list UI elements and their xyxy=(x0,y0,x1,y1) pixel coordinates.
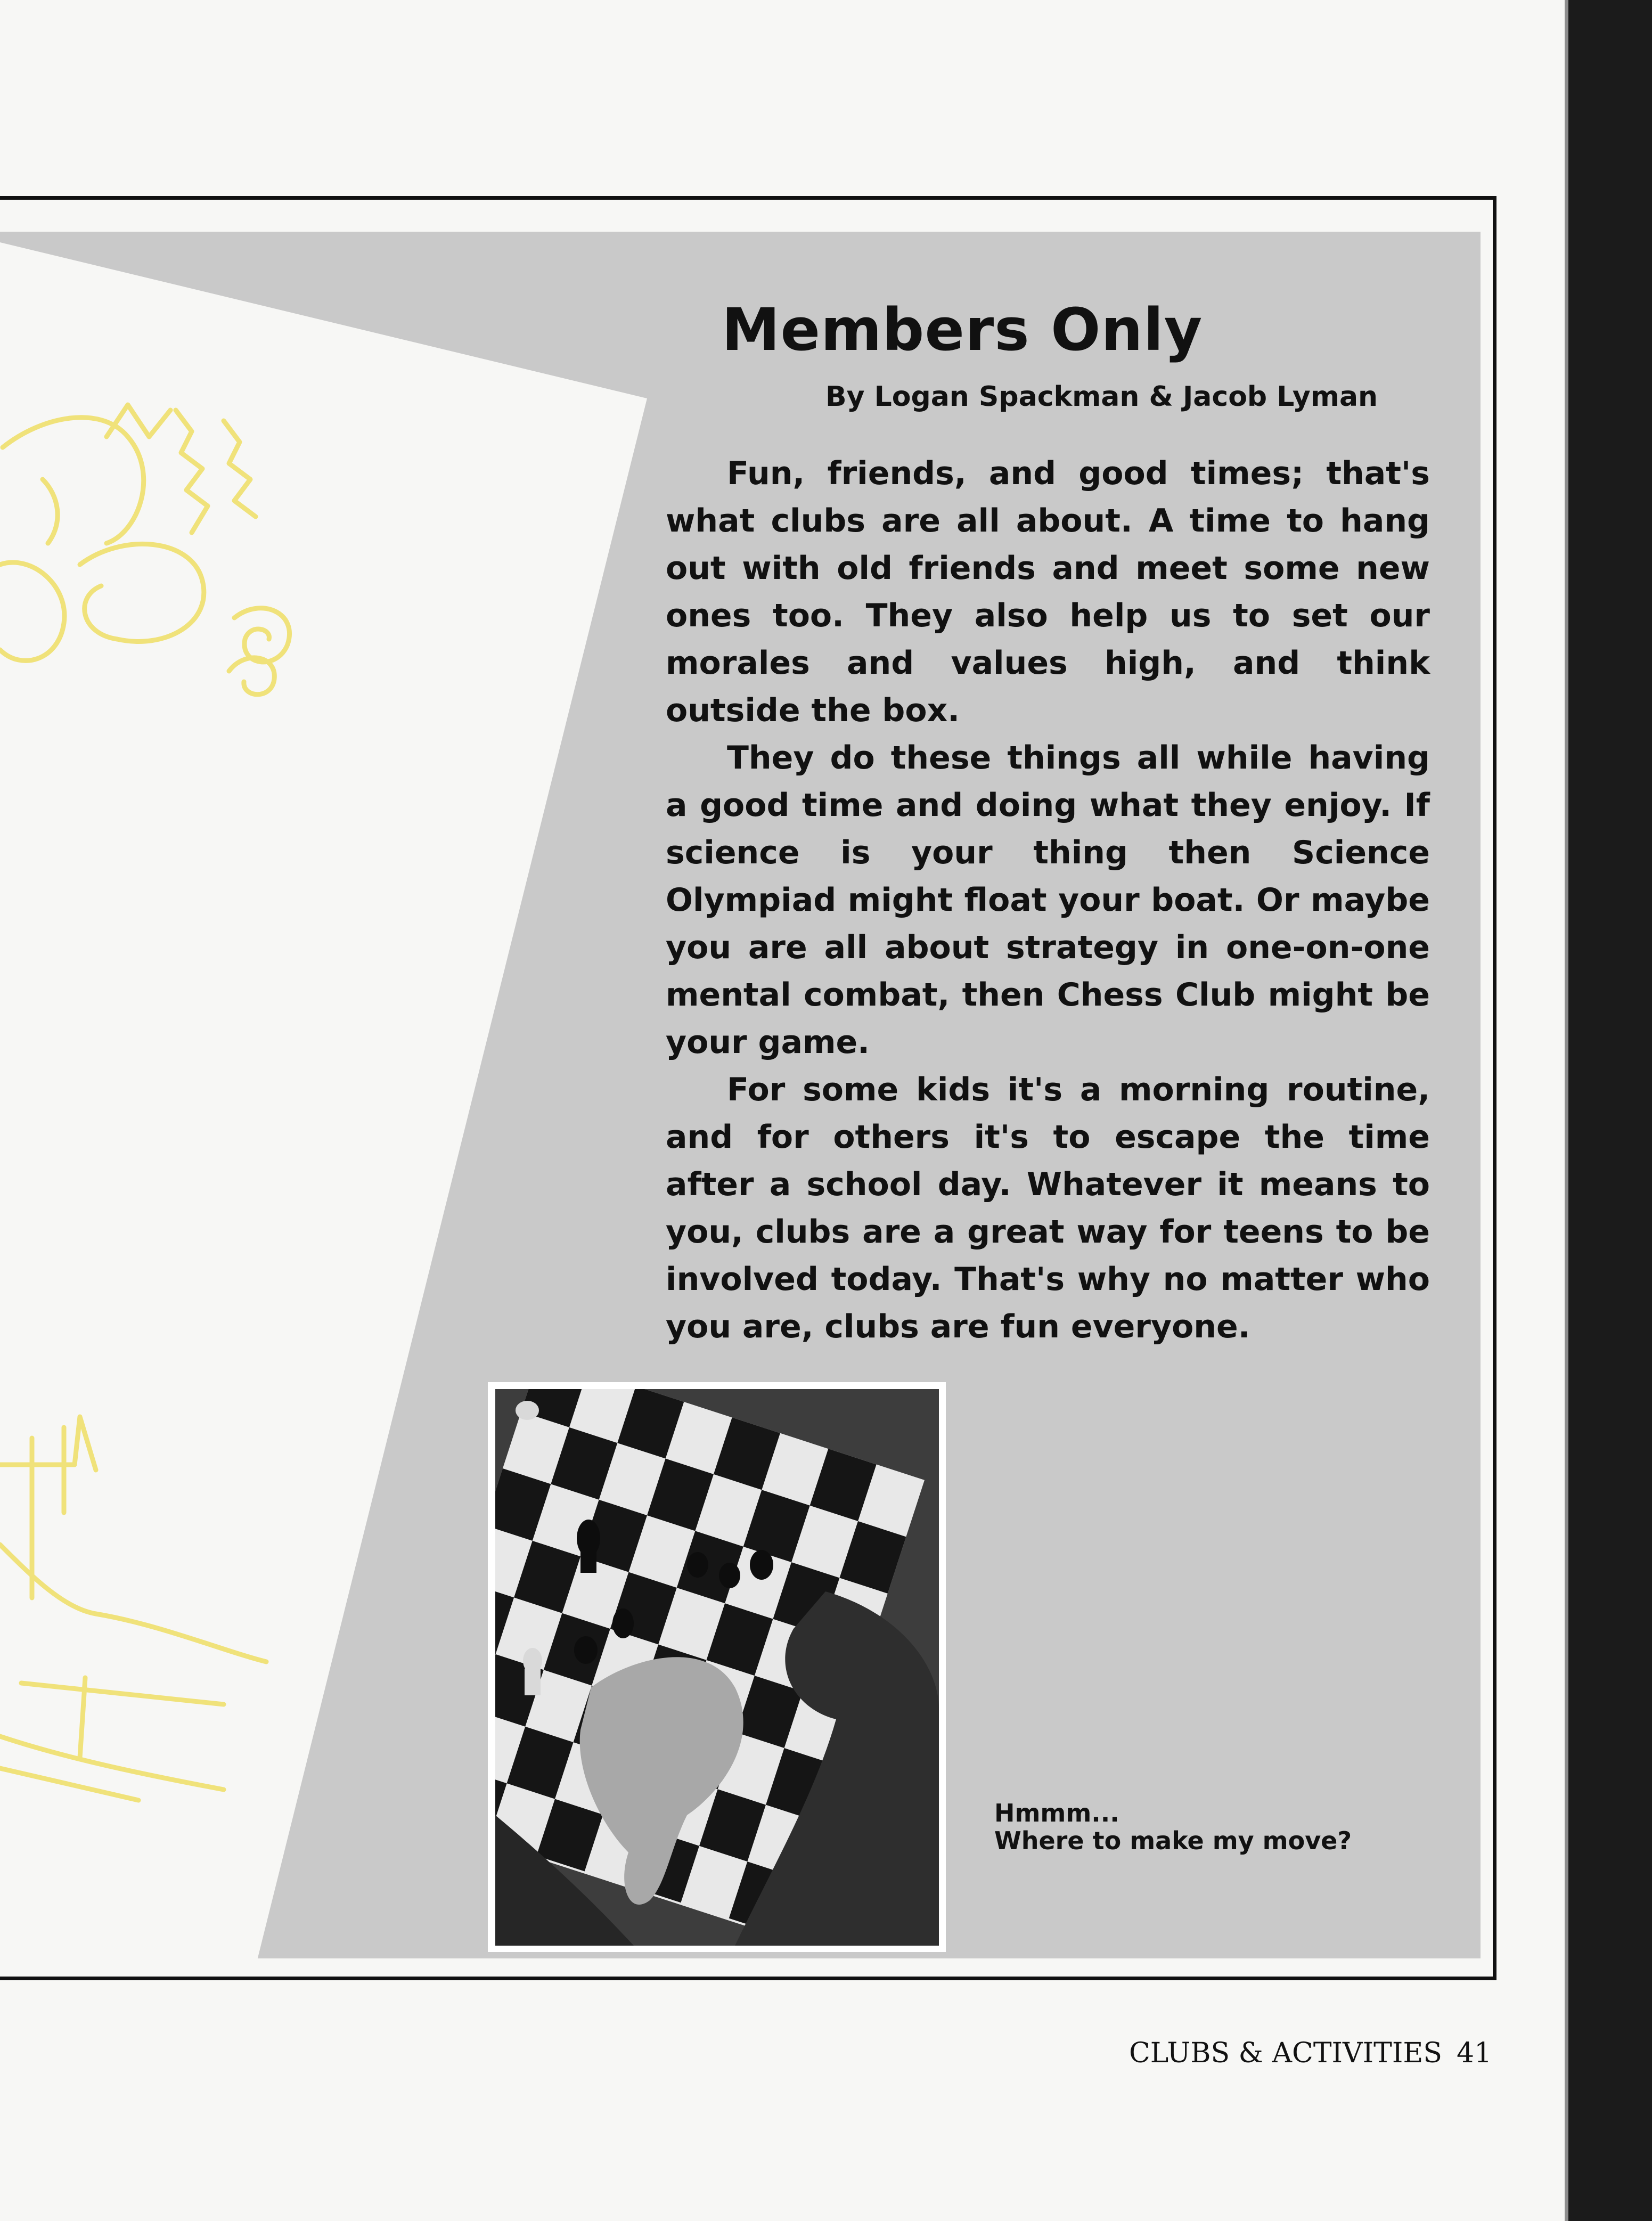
chessboard-image xyxy=(495,1389,939,1946)
yellow-doodle-art xyxy=(0,373,341,1811)
article-body xyxy=(666,450,1430,1351)
photo-caption xyxy=(994,1799,1420,1855)
article-byline: By Logan Spackman & Jacob Lyman xyxy=(825,381,1378,413)
caption-line-2: Where to make my move? xyxy=(994,1826,1352,1855)
footer-section-label: CLUBS & ACTIVITIES xyxy=(1129,2037,1442,2069)
frame-right-line xyxy=(1493,196,1496,1980)
caption-line-1: Hmmm... xyxy=(994,1799,1119,1827)
frame-bottom-line xyxy=(0,1977,1496,1980)
footer-page-number: 41 xyxy=(1457,2037,1492,2069)
article-paragraph: Fun, friends, and good times; that's what clubs are all about. A time to hang out with old friends and meet some new ones too. They also help us to set our morales and values high, and think outside the box. xyxy=(666,455,1430,729)
article-paragraph: They do these things all while having a good time and doing what they enjoy. If science is your thing then Science Olympiad might float your boat. Or maybe you are all about strategy in one-on-one mental combat, then Chess Club might be your game. xyxy=(666,739,1430,1061)
frame-top-line xyxy=(0,196,1496,200)
chess-photo xyxy=(495,1389,939,1946)
article-title: Members Only xyxy=(722,296,1203,364)
article-paragraph: For some kids it's a morning routine, and for others it's to escape the time after a school day. Whatever it means to you, clubs are a great way for teens to be involved today. That's why no matter who you are, clubs are fun everyone. xyxy=(666,1071,1430,1345)
page-binding-strip xyxy=(1568,0,1652,2221)
